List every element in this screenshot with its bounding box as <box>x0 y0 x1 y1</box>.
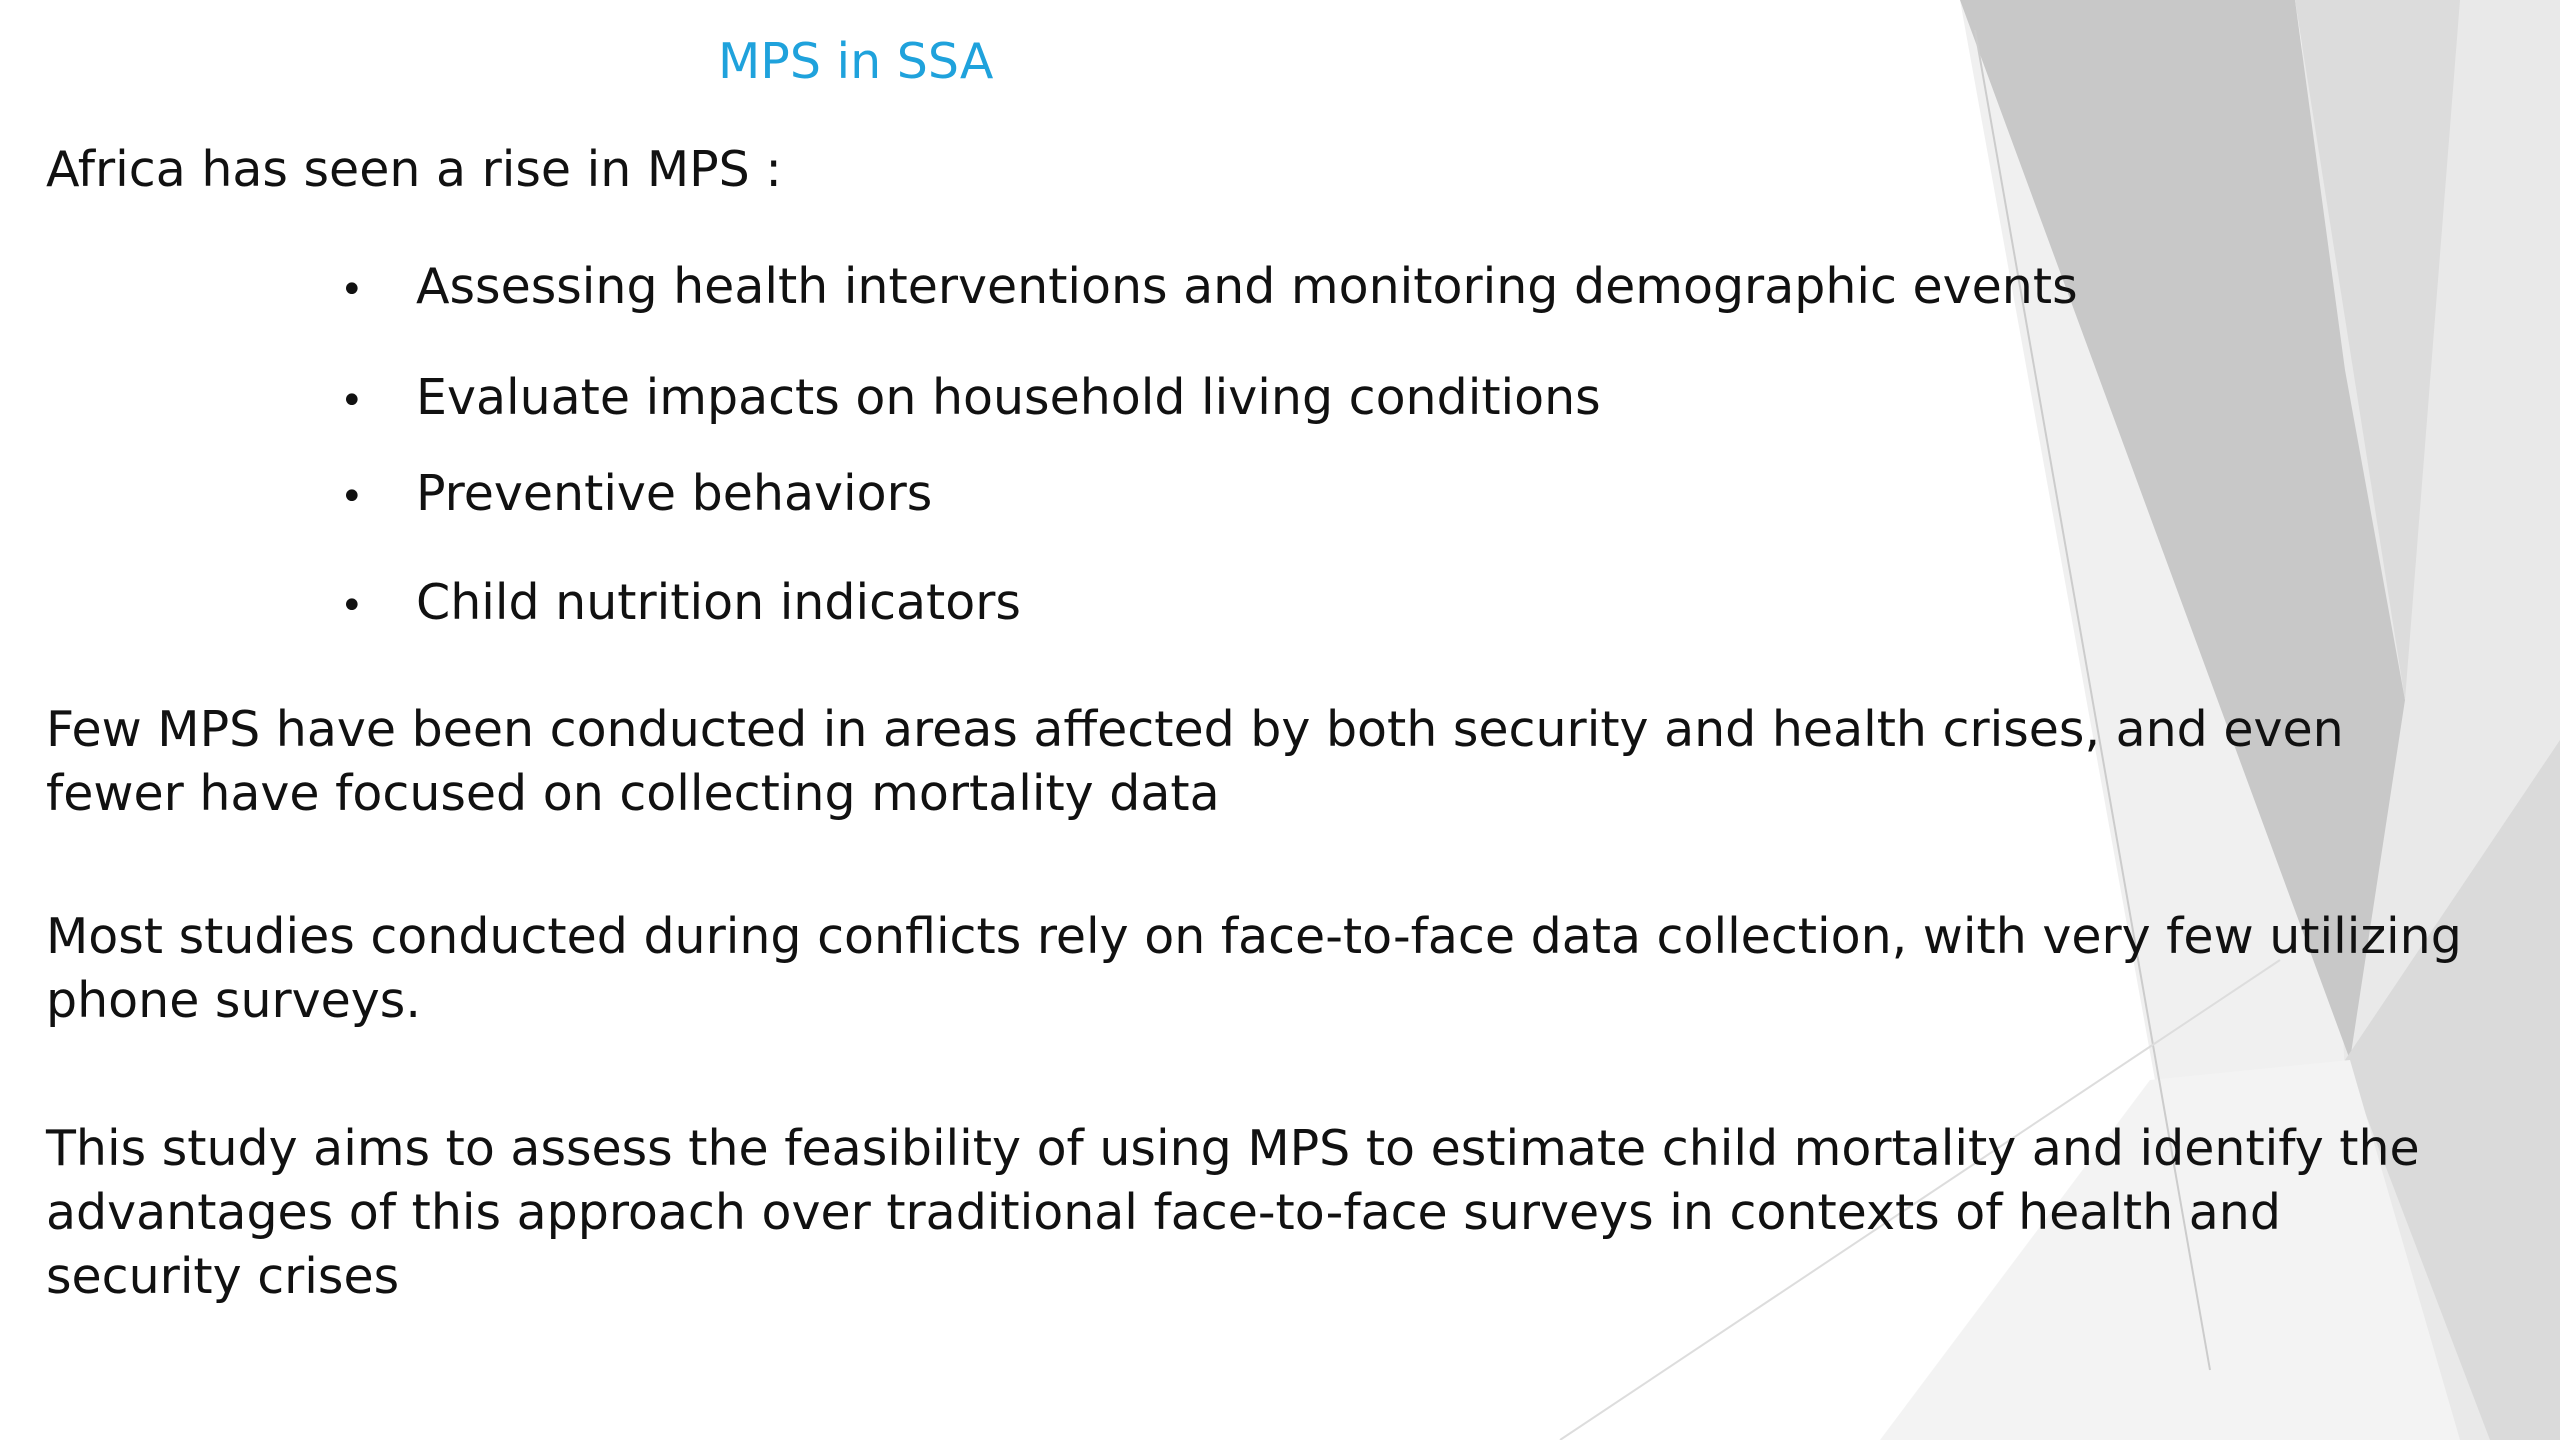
paragraph-few-mps: Few MPS have been conducted in areas affected by both security and health crises, and even fewer have focused on collecting mortality data <box>46 701 2344 822</box>
bullet-item <box>340 255 2078 322</box>
bullet-text: Evaluate impacts on household living conditions <box>416 369 1601 426</box>
paragraph-conflict-studies: Most studies conducted during conflicts rely on face-to-face data collection, with very few utilizing phone surveys. <box>46 908 2462 1029</box>
bullet-item <box>340 366 1601 433</box>
slide-title: MPS in SSA <box>718 33 994 90</box>
bullet-item <box>340 571 1021 638</box>
intro-text: Africa has seen a rise in MPS : <box>46 141 782 198</box>
bullet-text: Preventive behaviors <box>416 465 933 522</box>
bullet-dot-icon: • <box>340 474 364 520</box>
bullet-dot-icon: • <box>340 378 364 424</box>
paragraph-study-aim: This study aims to assess the feasibility of using MPS to estimate child mortality and identify the advantages of this approach over traditional face-to-face surveys in contexts of health and security crises <box>46 1120 2420 1305</box>
bullet-item <box>340 462 932 529</box>
bullet-text: Assessing health interventions and monitoring demographic events <box>416 258 2078 315</box>
bullet-text: Child nutrition indicators <box>416 574 1021 631</box>
bullet-dot-icon: • <box>340 267 364 313</box>
bullet-dot-icon: • <box>340 583 364 629</box>
